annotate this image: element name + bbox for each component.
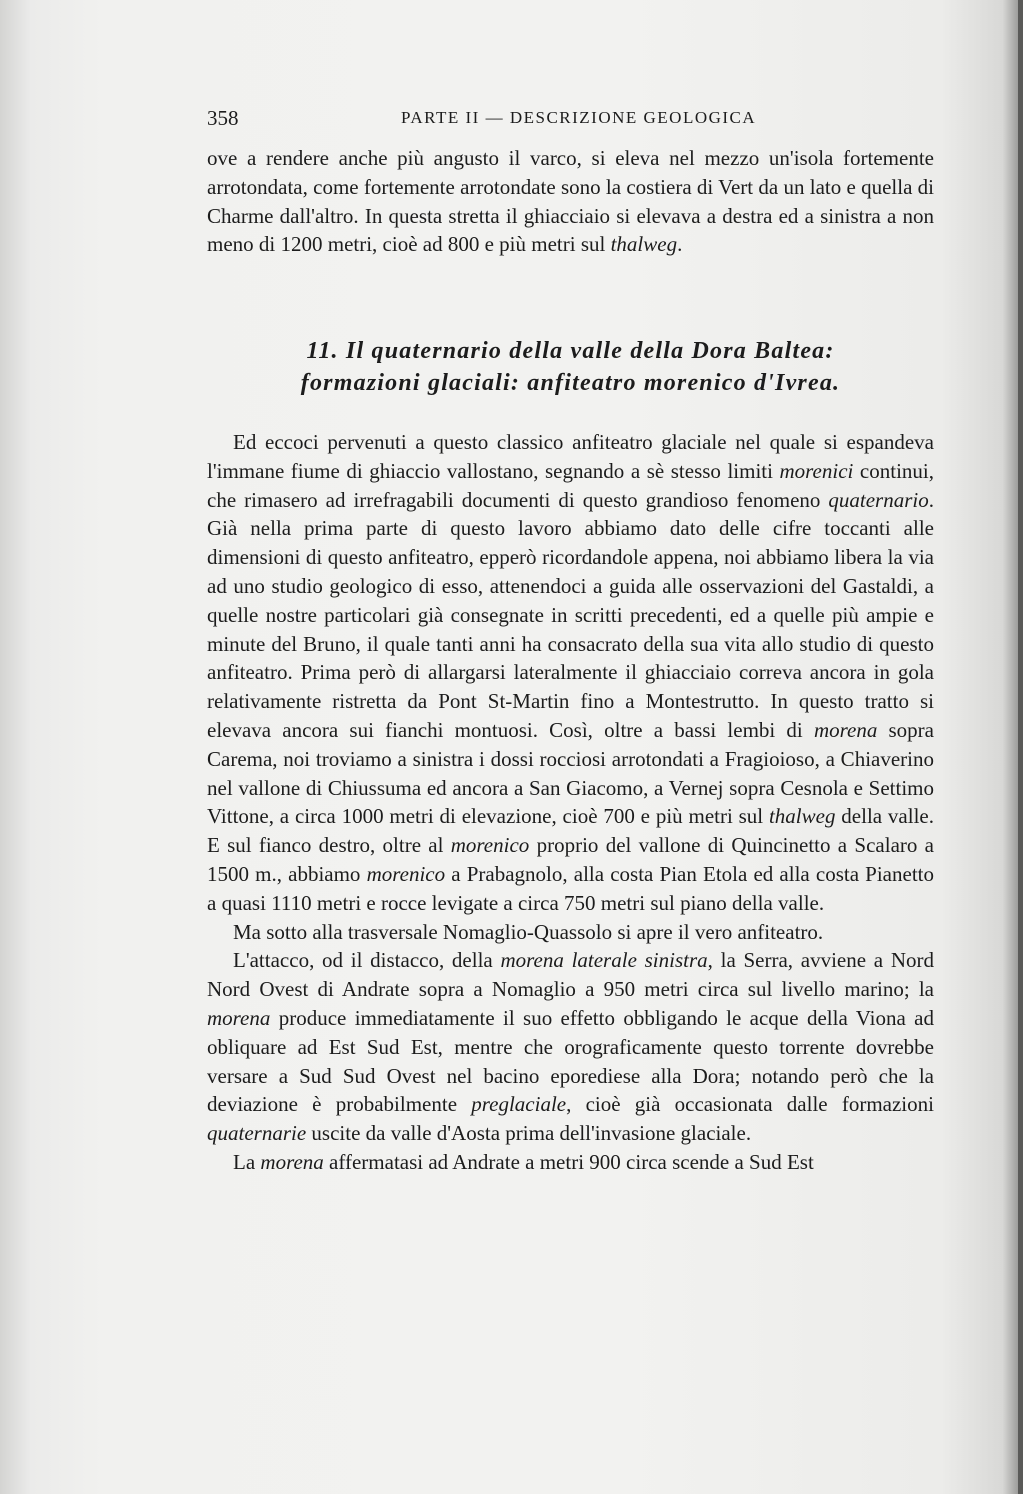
italic-term: thalweg (610, 232, 678, 257)
running-header (207, 106, 935, 134)
section-heading-line-2: formazioni glaciali: anfiteatro morenico d'Ivrea. (300, 370, 841, 396)
paragraph-1 (207, 428, 934, 918)
italic-term: quaternarie (207, 1121, 307, 1146)
text-run: . Già nella prima parte di questo lavoro abbiamo dato delle cifre toccanti alle dimensioni di questo anfiteatro, epperò ricordandole appena, noi abbiamo libera la via ad uno studio geologico di esso, attenendoci a guida alle osservazioni del Gastaldi, a quelle nostre particolari già consegnate in scritti precedenti, ed a quelle più ampie e minute del Bruno, il quale tanti anni ha consacrato della sua vita allo studio di questo anfiteatro. Prima però di allargarsi lateralmente il ghiacciaio correva ancora in gola relativamente ristretta da Pont St-Martin fino a Montestrutto. In questo tratto si elevava ancora sui fianchi montuosi. Così, oltre a bassi lembi di (207, 487, 934, 742)
text-run: produce immediatamente il suo effetto obbligando le acque della Viona ad obliquare ad Est Sud Est, mentre che orograficamente questo torrente dovrebbe versare a Sud Sud Ovest nel bacino eporediese alla Dora; notando però che la deviazione è probabilmente (207, 1005, 934, 1117)
text-run: , la Serra, avviene a Nord Nord Ovest di Andrate sopra a Nomaglio a 950 metri circa sul livello marino; la (207, 948, 934, 1002)
italic-term: morenici (779, 458, 854, 483)
italic-term: thalweg (768, 804, 836, 829)
text-run: della valle. E sul fianco destro, oltre al (207, 804, 934, 858)
text-run: L'attacco, od il distacco, della (233, 948, 501, 973)
text-run: a Prabagnolo, alla costa Pian Etola ed alla costa Pianetto a quasi 1110 metri e rocce levigate a circa 750 metri sul piano della valle. (207, 861, 934, 915)
page-edge-shadow (1018, 0, 1023, 1494)
page-number: 358 (207, 106, 239, 130)
italic-term: morenico (450, 833, 530, 858)
text-run: La (233, 1149, 261, 1174)
text-run: ove a rendere anche più angusto il varco, si eleva nel mezzo un'isola fortemente arrotondata, come fortemente arrotondate sono la costiera di Vert da un lato e quella di Charme dall'altro. In questa stretta il ghiacciaio si elevava a destra ed a sinistra a non meno di 1200 metri, cioè ad 800 e più metri sul (207, 146, 934, 257)
intro-paragraph (207, 144, 934, 259)
text-run: sopra Carema, noi troviamo a sinistra i dossi rocciosi arrotondati a Fragioioso, a Chiaverino nel vallone di Chiussuma ed ancora a San Giacomo, a Vernej sopra Cesnola e Settimo Vittone, a circa 1000 metri di elevazione, cioè 700 e più metri sul (207, 717, 934, 829)
text-run: continui, che rimasero ad irrefragabili documenti di questo grandioso fenomeno (207, 458, 934, 512)
italic-term: morena (813, 717, 878, 742)
text-run: proprio del vallone di Quincinetto a Scalaro a 1500 m., abbiamo (207, 833, 934, 886)
text-run: Ed eccoci pervenuti a questo classico anfiteatro glaciale nel quale si espandeva l'immane fiume di ghiaccio vallostano, segnando a sè stesso limiti (207, 430, 934, 483)
italic-term: morena (207, 1005, 271, 1030)
italic-term: morenico (366, 861, 446, 886)
italic-term: morena (260, 1149, 324, 1174)
italic-term: quaternario (828, 487, 929, 512)
section-heading-line-1: 11. Il quaternario della valle della Dora Baltea: (306, 338, 835, 364)
paragraph-4 (207, 1148, 934, 1177)
text-run: , cioè già occasionata dalle formazioni (566, 1092, 934, 1117)
paragraph-2: Ma sotto alla trasversale Nomaglio-Quassolo si apre il vero anfiteatro. (233, 919, 824, 944)
text-run: affermatasi ad Andrate a metri 900 circa scende a Sud Est (323, 1149, 814, 1174)
text-run: . (677, 232, 683, 257)
italic-term: morena laterale sinistra (500, 948, 708, 973)
text-run: uscite da valle d'Aosta prima dell'invasione glaciale. (306, 1121, 752, 1146)
section-body (207, 428, 934, 1177)
paragraph-3 (207, 946, 934, 1148)
italic-term: preglaciale (471, 1092, 567, 1117)
running-title: PARTE II — DESCRIZIONE GEOLOGICA (401, 108, 757, 127)
